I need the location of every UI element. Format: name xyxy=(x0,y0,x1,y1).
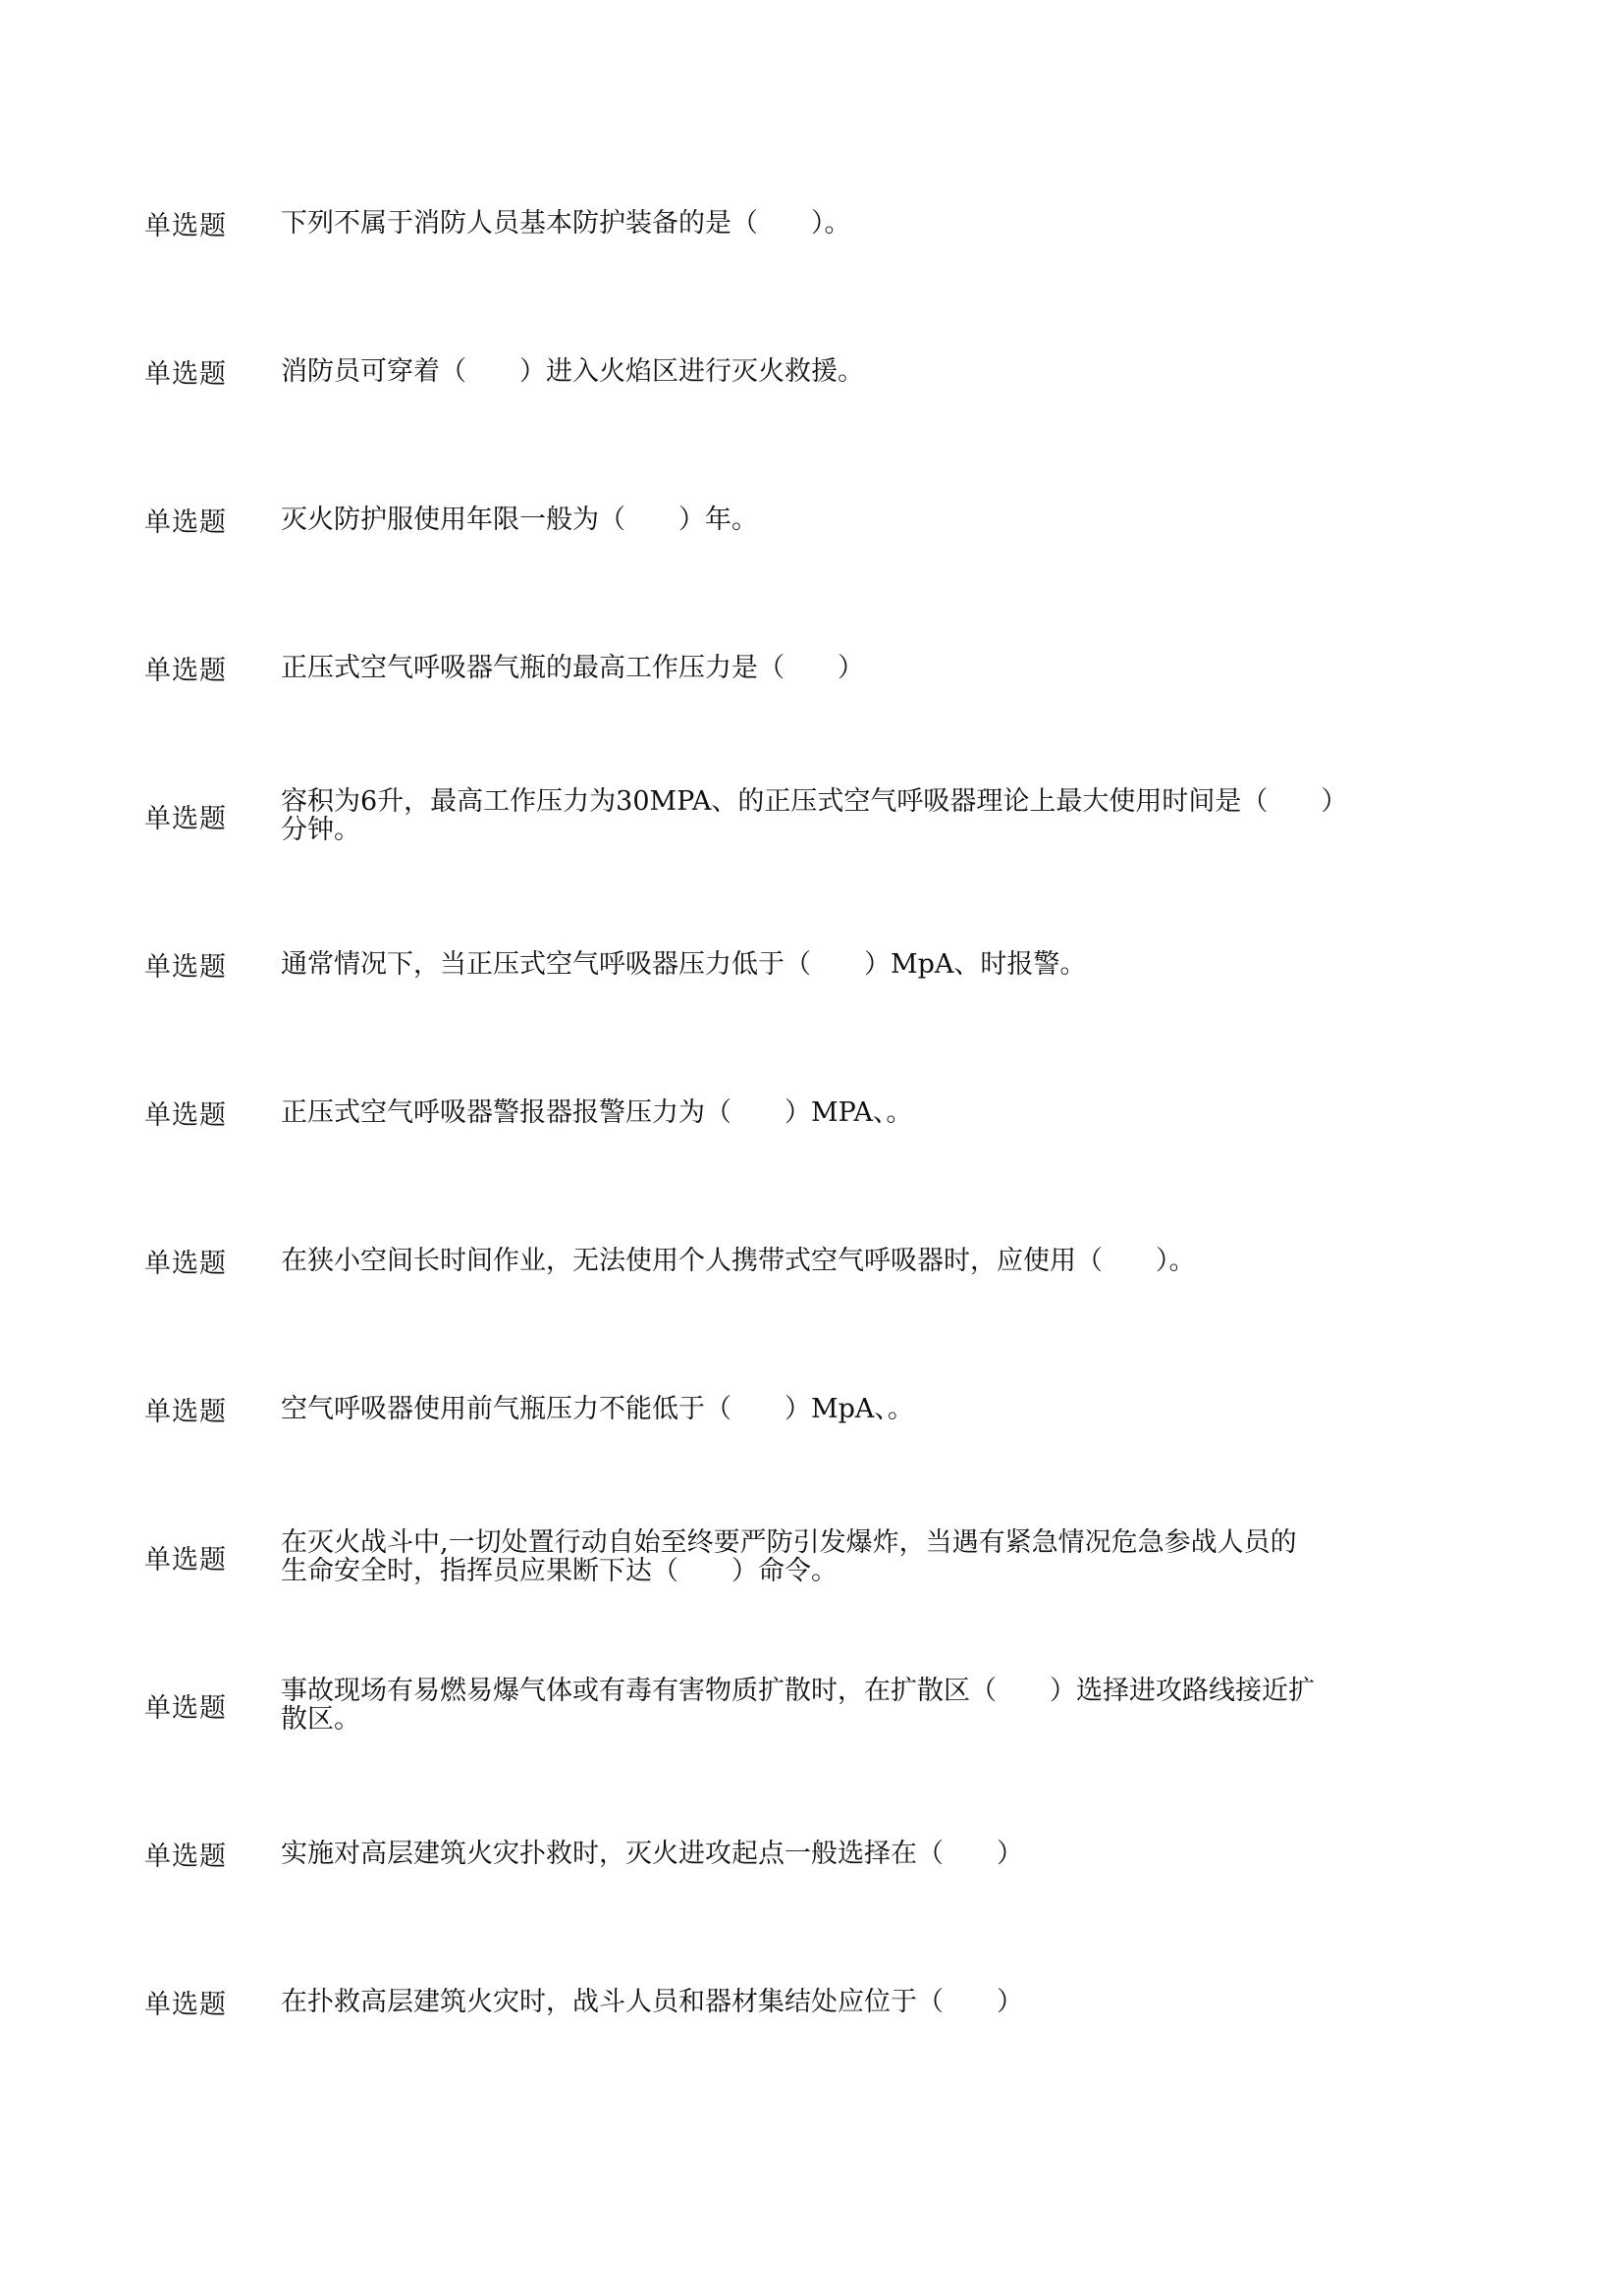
question-row xyxy=(0,1221,1624,1300)
question-text: 在扑救高层建筑火灾时，战斗人员和器材集结处应位于（ ） xyxy=(281,1986,1023,2017)
question-type-label: 单选题 xyxy=(144,655,227,686)
question-type-label: 单选题 xyxy=(144,1692,227,1724)
question-row xyxy=(0,332,1624,410)
question-row xyxy=(0,1666,1624,1744)
question-text: 空气呼吸器使用前气瓶压力不能低于（ ）MpA、。 xyxy=(281,1393,914,1424)
question-text: 容积为6升，最高工作压力为30MPA、的正压式空气呼吸器理论上最大使用时间是（ ） 分钟。 xyxy=(281,786,1348,845)
question-text: 灭火防护服使用年限一般为（ ）年。 xyxy=(281,504,758,535)
question-row xyxy=(0,628,1624,707)
question-row xyxy=(0,480,1624,559)
question-text: 消防员可穿着（ ）进入火焰区进行灭火救援。 xyxy=(281,355,864,387)
question-text: 事故现场有易燃易爆气体或有毒有害物质扩散时，在扩散区（ ）选择进攻路线接近扩 散区。 xyxy=(281,1676,1315,1735)
question-row xyxy=(0,1369,1624,1448)
question-type-label: 单选题 xyxy=(144,1841,227,1872)
question-type-label: 单选题 xyxy=(144,358,227,390)
question-type-label: 单选题 xyxy=(144,1248,227,1279)
question-type-label: 单选题 xyxy=(144,1099,227,1131)
question-row xyxy=(0,776,1624,855)
question-type-label: 单选题 xyxy=(144,507,227,538)
question-type-label: 单选题 xyxy=(144,803,227,834)
question-text: 下列不属于消防人员基本防护装备的是（ ）。 xyxy=(281,207,851,239)
question-row xyxy=(0,1962,1624,2041)
question-type-label: 单选题 xyxy=(144,210,227,241)
question-row xyxy=(0,1814,1624,1893)
question-type-label: 单选题 xyxy=(144,951,227,983)
question-text: 正压式空气呼吸器警报器报警压力为（ ）MPA、。 xyxy=(281,1096,913,1128)
question-type-label: 单选题 xyxy=(144,1396,227,1427)
question-row xyxy=(0,925,1624,1003)
question-type-label: 单选题 xyxy=(144,1989,227,2020)
question-row xyxy=(0,1518,1624,1596)
question-type-label: 单选题 xyxy=(144,1544,227,1575)
question-text: 在灭火战斗中,一切处置行动自始至终要严防引发爆炸，当遇有紧急情况危急参战人员的 生命安全时，指挥员应果断下达（ ）命令。 xyxy=(281,1527,1297,1586)
question-text: 正压式空气呼吸器气瓶的最高工作压力是（ ） xyxy=(281,652,864,683)
question-row xyxy=(0,1073,1624,1151)
question-text: 在狭小空间长时间作业，无法使用个人携带式空气呼吸器时，应使用（ ）。 xyxy=(281,1245,1196,1276)
question-row xyxy=(0,184,1624,262)
question-text: 实施对高层建筑火灾扑救时，灭火进攻起点一般选择在（ ） xyxy=(281,1838,1023,1869)
question-text: 通常情况下，当正压式空气呼吸器压力低于（ ）MpA、时报警。 xyxy=(281,948,1087,980)
